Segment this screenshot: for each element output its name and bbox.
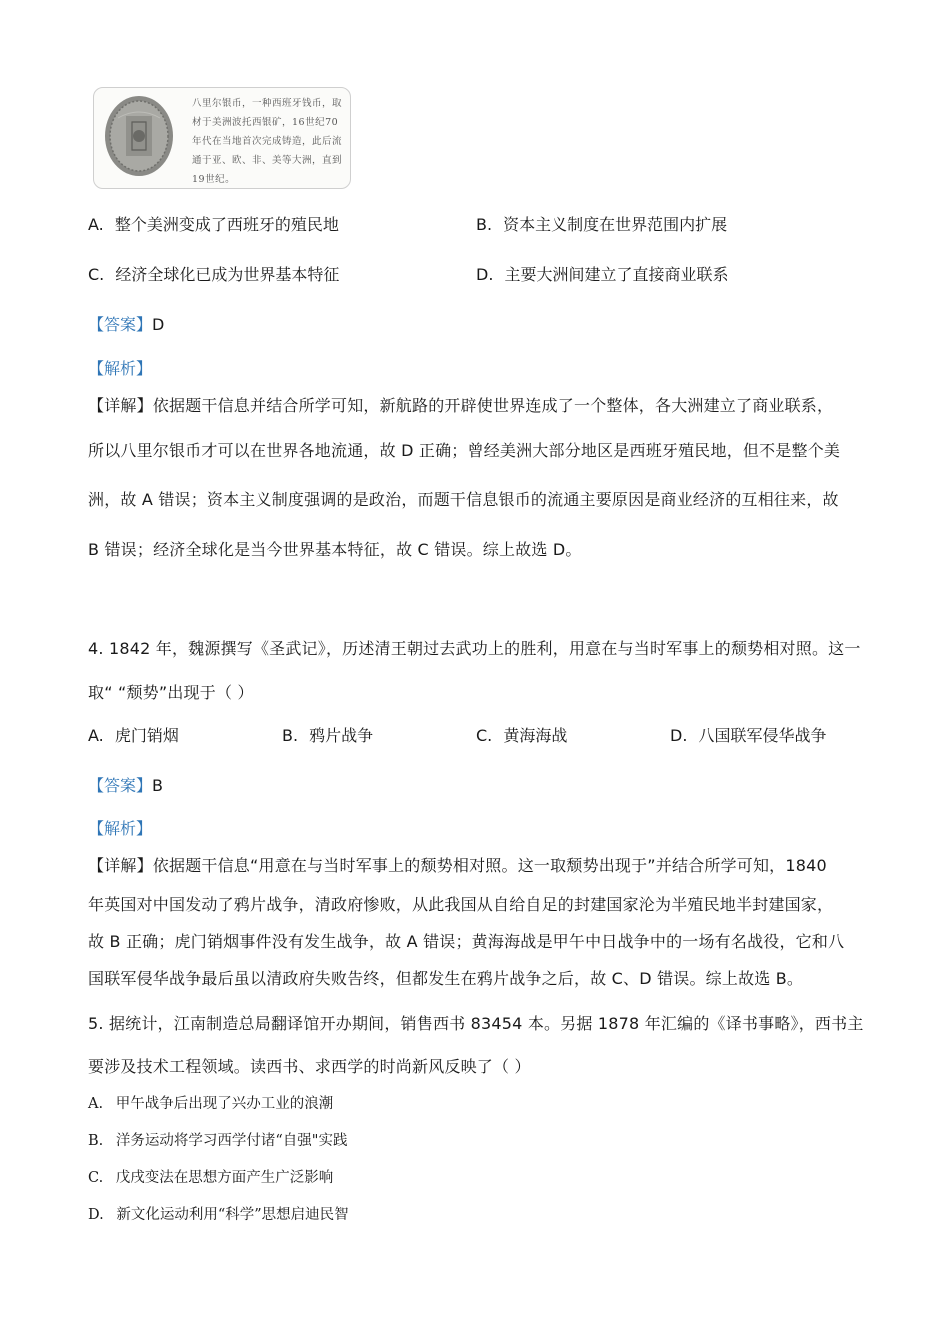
q4-option-c[interactable] [476, 723, 567, 746]
q3-detail-line: B 错误；经济全球化是当今世界基本特征，故 C 错误。综上故选 D。 [88, 540, 582, 559]
option-letter: A. [88, 1096, 104, 1112]
q5-option-d[interactable] [88, 1203, 349, 1224]
q5-stem-line: 要涉及技术工程领域。读西书、求西学的时尚新风反映了（ ） [88, 1057, 531, 1076]
q3-detail-line: 【详解】依据题干信息并结合所学可知，新航路的开辟使世界连成了一个整体，各大洲建立了商业联系， [88, 396, 834, 415]
q3-option-b[interactable] [476, 212, 727, 235]
option-letter: D. [88, 1207, 104, 1223]
q5-option-b[interactable] [88, 1129, 347, 1150]
q4-detail-line: 国联军侵华战争最后虽以清政府失败告终，但都发生在鸦片战争之后，故 C、D 错误。综上故选 B。 [88, 969, 804, 988]
q4-stem-line: 取“ “颓势”出现于（ ） [88, 683, 254, 702]
option-letter: C. [88, 265, 105, 284]
q4-answer [88, 773, 163, 796]
option-text: 戊戌变法在思想方面产生广泛影响 [115, 1170, 334, 1186]
option-letter: D. [670, 726, 688, 745]
option-letter: B. [476, 215, 493, 234]
q4-detail-line: 故 B 正确；虎门销烟事件没有发生战争，故 A 错误；黄海海战是甲午中日战争中的一场有名战役，它和八 [88, 932, 845, 951]
answer-label: 【答案】 [88, 315, 153, 334]
answer-label: 【答案】 [88, 776, 153, 795]
q4-option-b[interactable] [282, 723, 373, 746]
option-letter: D. [476, 265, 494, 284]
q5-option-c[interactable] [88, 1166, 333, 1187]
option-text: 新文化运动利用“科学”思想启迪民智 [116, 1207, 349, 1223]
q3-detail-line: 所以八里尔银币才可以在世界各地流通，故 D 正确；曾经美洲大部分地区是西班牙殖民地，但不是整个美 [88, 441, 841, 460]
q5-option-a[interactable] [88, 1092, 333, 1113]
answer-value: D [152, 315, 165, 334]
q4-stem-line: 4. 1842 年，魏源撰写《圣武记》，历述清王朝过去武功上的胜利，用意在与当时军事上的颓势相对照。这一 [88, 639, 861, 658]
q4-option-d[interactable] [670, 723, 827, 746]
option-letter: B. [282, 726, 299, 745]
option-letter: C. [476, 726, 493, 745]
option-text: 洋务运动将学习西学付诸“自强"实践 [115, 1133, 348, 1149]
option-text: 黄海海战 [503, 726, 568, 745]
q3-analysis-label: 【解析】 [88, 359, 153, 378]
answer-value: B [152, 776, 163, 795]
option-text: 经济全球化已成为世界基本特征 [115, 265, 340, 284]
option-text: 虎门销烟 [114, 726, 179, 745]
q3-answer [88, 312, 164, 335]
q4-detail-line: 【详解】依据题干信息“用意在与当时军事上的颓势相对照。这一取颓势出现于”并结合所学可知，1840 [88, 856, 827, 875]
q3-option-a[interactable] [88, 212, 339, 235]
option-letter: A. [88, 215, 104, 234]
q3-option-c[interactable] [88, 262, 339, 285]
option-text: 甲午战争后出现了兴办工业的浪潮 [115, 1096, 334, 1112]
option-letter: B. [88, 1133, 104, 1149]
option-text: 整个美洲变成了西班牙的殖民地 [114, 215, 339, 234]
coin-figure [93, 87, 351, 189]
option-text: 鸦片战争 [309, 726, 374, 745]
q3-detail-line: 洲，故 A 错误；资本主义制度强调的是政治，而题干信息银币的流通主要原因是商业经济的互相往来，故 [88, 490, 839, 509]
option-letter: C. [88, 1170, 104, 1186]
option-text: 资本主义制度在世界范围内扩展 [503, 215, 728, 234]
silver-coin-image [102, 92, 176, 180]
figure-caption: 八里尔银币，一种西班牙钱币，取材于美洲波托西银矿，16世纪70年代在当地首次完成铸造，此后流通于亚、欧、非、美等大洲，直到19世纪。 [192, 98, 343, 185]
q3-option-d[interactable] [476, 262, 729, 285]
q4-analysis-label: 【解析】 [88, 819, 153, 838]
option-text: 主要大洲间建立了直接商业联系 [504, 265, 729, 284]
q4-detail-line: 年英国对中国发动了鸦片战争，清政府惨败，从此我国从自给自足的封建国家沦为半殖民地半封建国家， [88, 895, 834, 914]
q5-stem-line: 5. 据统计，江南制造总局翻译馆开办期间，销售西书 83454 本。另据 1878 年汇编的《译书事略》，西书主 [88, 1014, 864, 1033]
option-letter: A. [88, 726, 104, 745]
q4-option-a[interactable] [88, 723, 179, 746]
option-text: 八国联军侵华战争 [698, 726, 827, 745]
